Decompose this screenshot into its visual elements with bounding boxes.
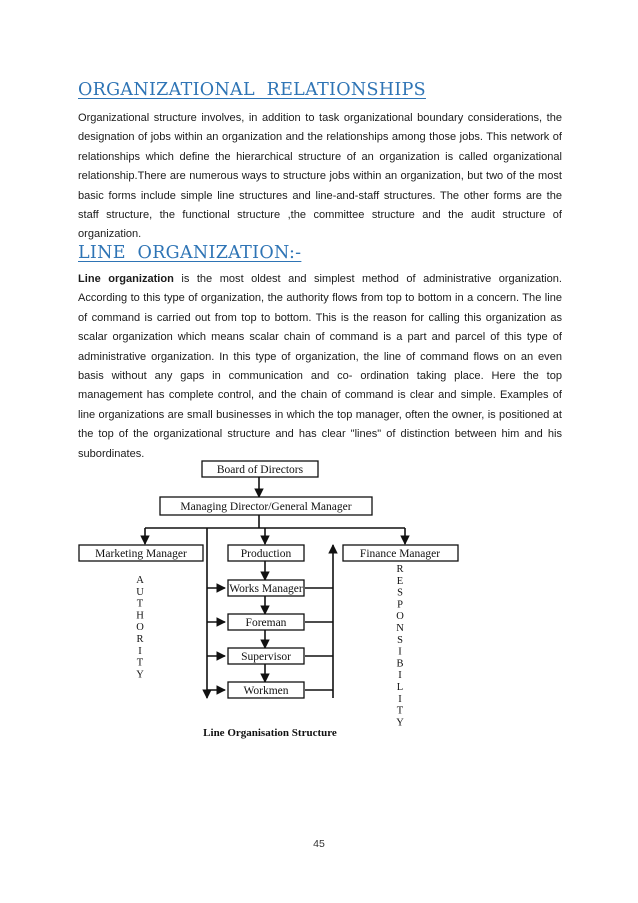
authority-letter: O — [136, 622, 144, 634]
authority-letter: T — [136, 598, 144, 610]
responsibility-letter: I — [398, 693, 402, 705]
line-organisation-chart — [70, 455, 470, 745]
authority-letter: I — [138, 645, 142, 657]
label-managing-director: Managing Director/General Manager — [180, 501, 352, 513]
responsibility-letter: P — [397, 599, 403, 611]
responsibility-letter: I — [398, 670, 402, 682]
authority-letter: U — [136, 586, 144, 598]
responsibility-letter: T — [396, 705, 404, 717]
authority-letter: H — [136, 610, 144, 622]
page-number: 45 — [313, 838, 325, 850]
label-works-manager: Works Manager — [229, 583, 303, 595]
authority-letter: A — [136, 575, 144, 586]
authority-letter: T — [136, 657, 144, 669]
label-workmen: Workmen — [243, 685, 289, 697]
paragraph-organizational-relationships: Organizational structure involves, in addition to task organizational boundary considerations, the designation of jobs within an organization and the relationships among those jobs. This network of relationships which define the hierarchical structure of an organization is called organizational relationship.There are numerous ways to structure jobs within an organization, but two of the most basic forms include simple line structures and line-and-staff structures. The other forms are the staff structure, the functional structure ,the committee structure and the audit structure of organization. — [78, 112, 562, 241]
responsibility-letter: I — [398, 646, 402, 658]
figure-caption: Line Organisation Structure — [203, 727, 337, 739]
responsibility-letter: Y — [396, 717, 404, 729]
section-heading-line-organization: LINE ORGANIZATION:- — [78, 243, 302, 263]
responsibility-letter: S — [397, 587, 403, 599]
paragraph-body: is the most oldest and simplest method of administrative organization. According to this type of organization, the authority flows from top to bottom in a concern. The line of command is carried out from top to bottom. This is the reason for calling this organization as scalar organization which means scalar chain of command is a part and parcel of this type of administrative organization. In this type of organization, the line of command flows on an even basis without any gaps in communication and co- ordination taking place. Here the top management has complete control, and the chain of command is clear and simple. Examples of line organizations are small businesses in which the top manager, often the owner, is positioned at the top of the organizational structure and has clear "lines" of distinction between him and his subordinates. — [78, 273, 562, 460]
label-foreman: Foreman — [245, 617, 287, 629]
section-heading-organizational-relationships: ORGANIZATIONAL RELATIONSHIPS — [78, 80, 426, 100]
label-board-of-directors: Board of Directors — [216, 464, 304, 476]
label-supervisor: Supervisor — [241, 651, 291, 663]
responsibility-letter: S — [397, 634, 403, 646]
lead-term: Line organization — [78, 273, 174, 285]
paragraph-line-organization — [78, 270, 562, 464]
label-production: Production — [240, 548, 292, 560]
authority-letter: R — [136, 634, 144, 645]
label-finance-manager: Finance Manager — [359, 548, 441, 560]
responsibility-letter: B — [396, 658, 404, 670]
responsibility-letter: E — [396, 575, 404, 587]
authority-letter: Y — [136, 669, 144, 681]
authority-vertical-label — [136, 575, 144, 680]
responsibility-vertical-label — [396, 564, 404, 728]
responsibility-letter: N — [396, 623, 404, 634]
responsibility-letter: O — [396, 611, 404, 623]
label-marketing-manager: Marketing Manager — [95, 548, 187, 560]
responsibility-letter: L — [396, 682, 404, 693]
responsibility-letter: R — [396, 564, 404, 575]
